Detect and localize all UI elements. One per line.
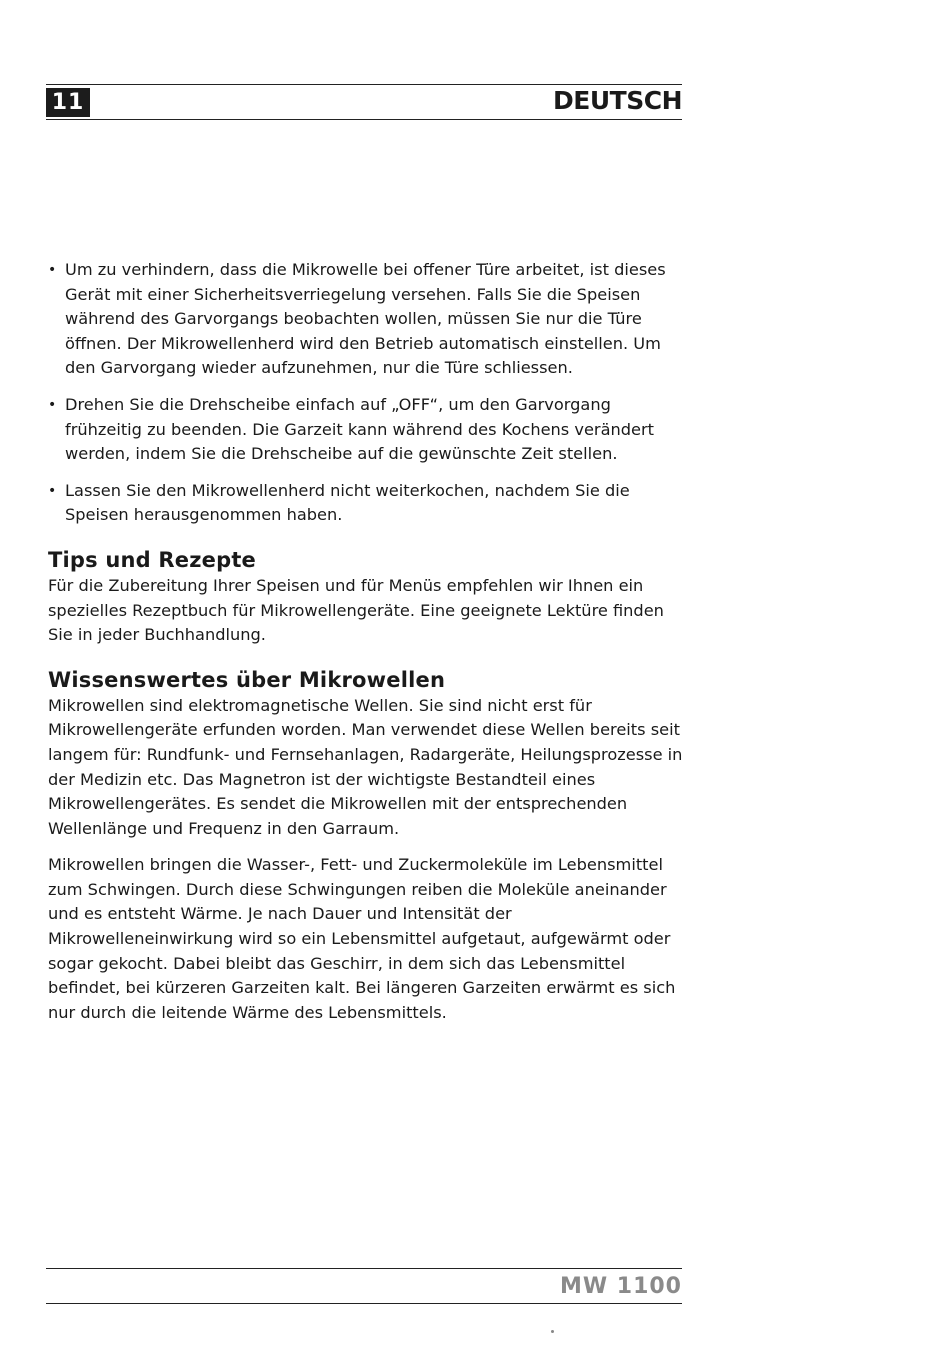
header-top-rule [46, 84, 682, 85]
section-paragraph: Für die Zubereitung Ihrer Speisen und für Menüs empfehlen wir Ihnen ein spezielles Rezeptbuch für Mikrowellengeräte. Eine geeignete Lektüre finden Sie in jeder Buchhandlung. [48, 575, 664, 645]
header-bottom-rule [46, 119, 682, 120]
bullet-item [48, 393, 688, 467]
print-speck [551, 1330, 554, 1333]
page-number: 11 [46, 88, 90, 117]
footer-top-rule [46, 1268, 682, 1269]
model-label: MW 1100 [559, 1274, 682, 1299]
bullet-item [48, 479, 688, 528]
bullet-dot-icon: • [48, 262, 57, 278]
bullet-list [48, 258, 688, 528]
section-paragraph: Mikrowellen sind elektromagnetische Wellen. Sie sind nicht erst für Mikrowellengeräte erfunden worden. Man verwendet diese Wellen bereits seit langem für: Rundfunk- und Fernsehanlagen, Radargeräte, Heilungsprozesse in der Medizin etc. Das Magnetron ist der wichtigste Bestandteil eines Mikrowellengerätes. Es sendet die Mikrowellen mit der entsprechenden Wellenlänge und Frequenz in den Garraum. [48, 695, 683, 838]
bullet-dot-icon: • [48, 396, 57, 413]
section-heading-tips: Tips und Rezepte [48, 547, 257, 572]
page-content [48, 258, 688, 1037]
bullet-text: Lassen Sie den Mikrowellenherd nicht weiterkochen, nachdem Sie die Speisen herausgenommen haben. [65, 480, 630, 525]
bullet-text: Um zu verhindern, dass die Mikrowelle bei offener Türe arbeitet, ist dieses Gerät mit einer Sicherheitsverriegelung versehen. Falls Sie die Speisen während des Garvorgangs beobachten wollen, müssen Sie nur die Türe öffnen. Der Mikrowellenherd wird den Betrieb automatisch einstellen. Um den Garvorgang wieder aufzunehmen, nur die Türe schliessen. [65, 260, 666, 378]
bullet-text: Drehen Sie die Drehscheibe einfach auf „OFF“, um den Garvorgang frühzeitig zu beenden. Die Garzeit kann während des Kochens verändert werden, indem Sie die Drehscheibe auf die gewünschte Zeit stellen. [65, 394, 654, 464]
footer-bottom-rule [46, 1303, 682, 1304]
section-heading-microwaves: Wissenswertes über Mikrowellen [48, 667, 446, 692]
language-label: DEUTSCH [553, 86, 682, 115]
bullet-item [48, 258, 688, 381]
bullet-dot-icon: • [48, 482, 57, 499]
section-paragraph: Mikrowellen bringen die Wasser-, Fett- und Zuckermoleküle im Lebensmittel zum Schwingen. Durch diese Schwingungen reiben die Moleküle aneinander und es entsteht Wärme. Je nach Dauer und Intensität der Mikrowelleneinwirkung wird so ein Lebensmittel aufgetaut, aufgewärmt oder sogar gekocht. Dabei bleibt das Geschirr, in dem sich das Lebensmittel befindet, bei kürzeren Garzeiten kalt. Bei längeren Garzeiten erwärmt es sich nur durch die leitende Wärme des Lebensmittels. [48, 855, 676, 1022]
